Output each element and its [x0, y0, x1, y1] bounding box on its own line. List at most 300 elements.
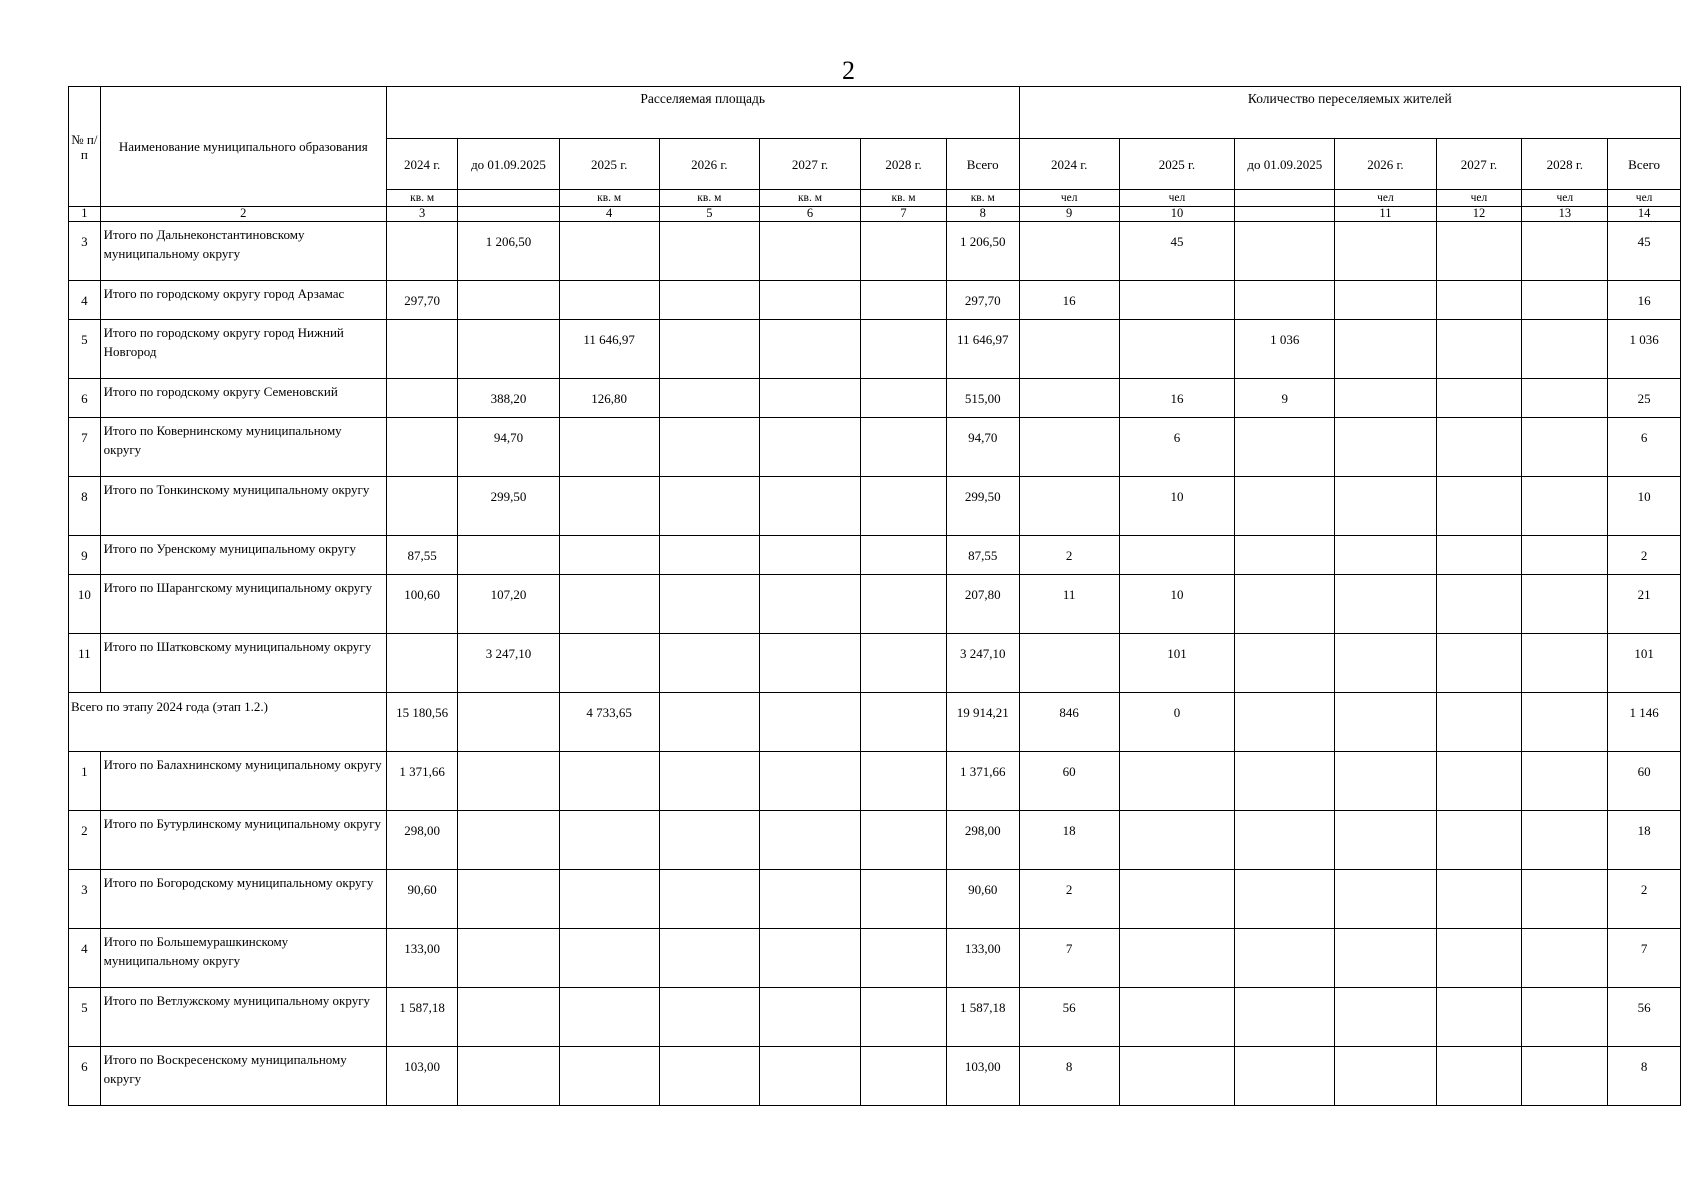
value-cell — [759, 988, 860, 1047]
area-year-header: 2024 г. — [386, 139, 458, 190]
value-cell: 2 — [1019, 870, 1119, 929]
row-number-cell: 4 — [69, 929, 101, 988]
total-value-cell: 19 914,21 — [946, 693, 1019, 752]
value-cell: 133,00 — [946, 929, 1019, 988]
value-cell — [1335, 634, 1436, 693]
value-cell: 87,55 — [386, 536, 458, 575]
value-cell — [386, 477, 458, 536]
value-cell — [1522, 536, 1608, 575]
value-cell — [1019, 477, 1119, 536]
row-number-cell: 2 — [69, 811, 101, 870]
value-cell — [1335, 929, 1436, 988]
area-year-header: 2028 г. — [861, 139, 947, 190]
value-cell — [861, 418, 947, 477]
value-cell: 10 — [1119, 575, 1234, 634]
value-cell: 3 247,10 — [458, 634, 559, 693]
value-cell — [659, 1047, 759, 1106]
value-cell: 101 — [1119, 634, 1234, 693]
row-number-cell: 11 — [69, 634, 101, 693]
residents-group-header: Количество переселяемых жителей — [1019, 87, 1680, 139]
value-cell — [559, 870, 659, 929]
value-cell: 299,50 — [458, 477, 559, 536]
value-cell: 11 646,97 — [559, 320, 659, 379]
value-cell: 1 371,66 — [386, 752, 458, 811]
value-cell — [1335, 379, 1436, 418]
area-year-header: Всего — [946, 139, 1019, 190]
table-row — [69, 752, 1681, 811]
value-cell — [1522, 575, 1608, 634]
value-cell — [458, 870, 559, 929]
total-value-cell — [458, 693, 559, 752]
value-cell — [1235, 811, 1335, 870]
value-cell — [559, 988, 659, 1047]
value-cell — [1436, 477, 1522, 536]
unit-cell: кв. м — [861, 190, 947, 207]
column-index-cell: 11 — [1335, 207, 1436, 222]
value-cell — [861, 575, 947, 634]
value-cell: 6 — [1608, 418, 1681, 477]
value-cell — [559, 418, 659, 477]
name-column-header: Наименование муниципального образования — [100, 87, 386, 207]
value-cell — [559, 575, 659, 634]
value-cell — [1235, 1047, 1335, 1106]
value-cell — [1019, 634, 1119, 693]
value-cell — [386, 320, 458, 379]
value-cell — [1436, 1047, 1522, 1106]
value-cell — [1235, 418, 1335, 477]
value-cell — [458, 811, 559, 870]
value-cell: 101 — [1608, 634, 1681, 693]
value-cell: 3 247,10 — [946, 634, 1019, 693]
value-cell: 90,60 — [946, 870, 1019, 929]
value-cell: 2 — [1608, 870, 1681, 929]
value-cell — [1436, 320, 1522, 379]
total-value-cell — [1335, 693, 1436, 752]
table-row — [69, 320, 1681, 379]
value-cell — [1235, 281, 1335, 320]
value-cell: 11 — [1019, 575, 1119, 634]
value-cell — [759, 811, 860, 870]
municipality-name-cell: Итого по городскому округу город Нижний Новгород — [100, 320, 386, 379]
value-cell — [1436, 536, 1522, 575]
value-cell — [861, 1047, 947, 1106]
value-cell — [1335, 222, 1436, 281]
table-row — [69, 477, 1681, 536]
row-number-cell: 8 — [69, 477, 101, 536]
value-cell: 515,00 — [946, 379, 1019, 418]
value-cell — [861, 320, 947, 379]
value-cell — [559, 222, 659, 281]
value-cell — [1235, 222, 1335, 281]
row-number-cell: 6 — [69, 1047, 101, 1106]
column-index-cell: 2 — [100, 207, 386, 222]
value-cell — [1235, 477, 1335, 536]
row-number-cell: 5 — [69, 320, 101, 379]
value-cell — [458, 281, 559, 320]
value-cell — [1235, 575, 1335, 634]
value-cell — [659, 870, 759, 929]
value-cell — [1119, 870, 1234, 929]
value-cell — [1235, 870, 1335, 929]
value-cell — [861, 477, 947, 536]
value-cell: 10 — [1608, 477, 1681, 536]
column-index-cell: 10 — [1119, 207, 1234, 222]
value-cell: 297,70 — [386, 281, 458, 320]
value-cell: 126,80 — [559, 379, 659, 418]
value-cell: 45 — [1608, 222, 1681, 281]
value-cell — [1335, 1047, 1436, 1106]
value-cell — [1235, 634, 1335, 693]
column-index-cell: 5 — [659, 207, 759, 222]
unit-cell — [458, 190, 559, 207]
total-value-cell — [861, 693, 947, 752]
value-cell — [861, 281, 947, 320]
value-cell: 25 — [1608, 379, 1681, 418]
value-cell — [458, 752, 559, 811]
value-cell — [458, 1047, 559, 1106]
total-value-cell — [759, 693, 860, 752]
table-row — [69, 418, 1681, 477]
total-row — [69, 693, 1681, 752]
value-cell — [559, 811, 659, 870]
unit-cell: кв. м — [559, 190, 659, 207]
area-year-header: 2026 г. — [659, 139, 759, 190]
value-cell — [1436, 634, 1522, 693]
column-index-cell — [1235, 207, 1335, 222]
area-year-header: до 01.09.2025 — [458, 139, 559, 190]
residents-year-header: до 01.09.2025 — [1235, 139, 1335, 190]
total-value-cell: 0 — [1119, 693, 1234, 752]
table-row — [69, 870, 1681, 929]
column-index-cell — [458, 207, 559, 222]
value-cell — [759, 536, 860, 575]
value-cell — [1436, 929, 1522, 988]
value-cell — [1436, 988, 1522, 1047]
value-cell: 16 — [1608, 281, 1681, 320]
value-cell — [1235, 988, 1335, 1047]
value-cell: 11 646,97 — [946, 320, 1019, 379]
value-cell: 1 036 — [1235, 320, 1335, 379]
value-cell — [861, 811, 947, 870]
value-cell: 298,00 — [946, 811, 1019, 870]
value-cell — [1522, 477, 1608, 536]
value-cell — [659, 222, 759, 281]
value-cell — [659, 752, 759, 811]
residents-year-header: 2028 г. — [1522, 139, 1608, 190]
value-cell — [559, 536, 659, 575]
header-group-row — [69, 87, 1681, 139]
value-cell — [1335, 281, 1436, 320]
unit-cell: кв. м — [659, 190, 759, 207]
value-cell — [1335, 575, 1436, 634]
residents-year-header: Всего — [1608, 139, 1681, 190]
value-cell — [458, 320, 559, 379]
value-cell — [1522, 811, 1608, 870]
table-row — [69, 811, 1681, 870]
municipality-name-cell: Итого по Дальнеконстантиновскому муниципальному округу — [100, 222, 386, 281]
unit-cell: чел — [1019, 190, 1119, 207]
value-cell — [1235, 929, 1335, 988]
total-value-cell: 846 — [1019, 693, 1119, 752]
row-number-cell: 3 — [69, 222, 101, 281]
column-index-cell: 13 — [1522, 207, 1608, 222]
value-cell: 9 — [1235, 379, 1335, 418]
value-cell — [1019, 222, 1119, 281]
value-cell: 18 — [1019, 811, 1119, 870]
column-index-cell: 6 — [759, 207, 860, 222]
residents-year-header: 2026 г. — [1335, 139, 1436, 190]
table-row — [69, 1047, 1681, 1106]
value-cell: 16 — [1019, 281, 1119, 320]
value-cell — [1436, 222, 1522, 281]
value-cell — [659, 988, 759, 1047]
value-cell — [1522, 222, 1608, 281]
num-column-header: № п/п — [69, 87, 101, 207]
municipality-name-cell: Итого по Бутурлинскому муниципальному округу — [100, 811, 386, 870]
municipality-name-cell: Итого по городскому округу город Арзамас — [100, 281, 386, 320]
value-cell: 8 — [1608, 1047, 1681, 1106]
municipality-name-cell: Итого по Богородскому муниципальному округу — [100, 870, 386, 929]
page-number: 2 — [842, 56, 855, 85]
value-cell: 90,60 — [386, 870, 458, 929]
value-cell: 56 — [1608, 988, 1681, 1047]
municipality-name-cell: Итого по Большемурашкинскому муниципальному округу — [100, 929, 386, 988]
value-cell — [1119, 1047, 1234, 1106]
value-cell — [1522, 418, 1608, 477]
unit-cell: кв. м — [759, 190, 860, 207]
value-cell — [659, 379, 759, 418]
column-index-cell: 4 — [559, 207, 659, 222]
value-cell: 1 206,50 — [458, 222, 559, 281]
value-cell — [386, 222, 458, 281]
value-cell — [1235, 752, 1335, 811]
municipality-name-cell: Итого по Уренскому муниципальному округу — [100, 536, 386, 575]
header-index-row — [69, 207, 1681, 222]
value-cell — [861, 536, 947, 575]
value-cell — [1119, 320, 1234, 379]
total-value-cell — [659, 693, 759, 752]
value-cell — [458, 988, 559, 1047]
total-value-cell — [1522, 693, 1608, 752]
value-cell: 7 — [1608, 929, 1681, 988]
value-cell — [659, 320, 759, 379]
residents-year-header: 2027 г. — [1436, 139, 1522, 190]
municipality-name-cell: Итого по Ветлужскому муниципальному округу — [100, 988, 386, 1047]
value-cell — [1019, 320, 1119, 379]
value-cell: 1 371,66 — [946, 752, 1019, 811]
municipality-name-cell: Итого по Ковернинскому муниципальному округу — [100, 418, 386, 477]
unit-cell: чел — [1522, 190, 1608, 207]
value-cell — [458, 929, 559, 988]
value-cell — [1436, 870, 1522, 929]
value-cell: 7 — [1019, 929, 1119, 988]
column-index-cell: 12 — [1436, 207, 1522, 222]
value-cell: 133,00 — [386, 929, 458, 988]
value-cell — [1335, 418, 1436, 477]
value-cell — [559, 929, 659, 988]
municipality-name-cell: Итого по Балахнинскому муниципальному округу — [100, 752, 386, 811]
value-cell — [759, 222, 860, 281]
value-cell — [659, 477, 759, 536]
value-cell — [1335, 477, 1436, 536]
value-cell — [659, 418, 759, 477]
value-cell: 100,60 — [386, 575, 458, 634]
total-value-cell — [1436, 693, 1522, 752]
value-cell — [1119, 811, 1234, 870]
value-cell: 107,20 — [458, 575, 559, 634]
value-cell: 18 — [1608, 811, 1681, 870]
row-number-cell: 9 — [69, 536, 101, 575]
value-cell — [1335, 811, 1436, 870]
row-number-cell: 5 — [69, 988, 101, 1047]
value-cell — [559, 634, 659, 693]
value-cell — [1335, 870, 1436, 929]
table-row — [69, 575, 1681, 634]
value-cell — [1019, 379, 1119, 418]
unit-cell: чел — [1119, 190, 1234, 207]
value-cell — [559, 477, 659, 536]
total-label: Всего по этапу 2024 года (этап 1.2.) — [69, 693, 387, 752]
value-cell — [861, 379, 947, 418]
unit-cell: кв. м — [946, 190, 1019, 207]
value-cell: 297,70 — [946, 281, 1019, 320]
value-cell — [759, 752, 860, 811]
value-cell — [861, 752, 947, 811]
column-index-cell: 8 — [946, 207, 1019, 222]
area-year-header: 2027 г. — [759, 139, 860, 190]
value-cell — [659, 281, 759, 320]
area-year-header: 2025 г. — [559, 139, 659, 190]
total-value-cell: 1 146 — [1608, 693, 1681, 752]
value-cell — [659, 536, 759, 575]
value-cell — [1335, 752, 1436, 811]
value-cell: 103,00 — [946, 1047, 1019, 1106]
area-group-header: Расселяемая площадь — [386, 87, 1019, 139]
value-cell — [861, 988, 947, 1047]
value-cell — [759, 281, 860, 320]
value-cell — [1436, 575, 1522, 634]
value-cell: 45 — [1119, 222, 1234, 281]
municipality-name-cell: Итого по Воскресенскому муниципальному округу — [100, 1047, 386, 1106]
value-cell — [1522, 752, 1608, 811]
column-index-cell: 14 — [1608, 207, 1681, 222]
total-value-cell: 15 180,56 — [386, 693, 458, 752]
value-cell — [759, 634, 860, 693]
table-row — [69, 929, 1681, 988]
value-cell — [1522, 929, 1608, 988]
value-cell — [1235, 536, 1335, 575]
value-cell: 207,80 — [946, 575, 1019, 634]
column-index-cell: 1 — [69, 207, 101, 222]
value-cell — [1522, 1047, 1608, 1106]
row-number-cell: 4 — [69, 281, 101, 320]
table-body — [69, 222, 1681, 1106]
value-cell — [1522, 320, 1608, 379]
value-cell — [559, 1047, 659, 1106]
value-cell — [1335, 988, 1436, 1047]
row-number-cell: 7 — [69, 418, 101, 477]
value-cell — [559, 281, 659, 320]
municipality-name-cell: Итого по Тонкинскому муниципальному округу — [100, 477, 386, 536]
value-cell — [1522, 634, 1608, 693]
value-cell — [1436, 281, 1522, 320]
municipality-name-cell: Итого по Шатковскому муниципальному округу — [100, 634, 386, 693]
value-cell: 10 — [1119, 477, 1234, 536]
unit-cell: чел — [1436, 190, 1522, 207]
value-cell — [759, 477, 860, 536]
value-cell — [1119, 536, 1234, 575]
value-cell: 60 — [1608, 752, 1681, 811]
value-cell — [861, 634, 947, 693]
value-cell: 87,55 — [946, 536, 1019, 575]
residents-year-header: 2025 г. — [1119, 139, 1234, 190]
value-cell — [1019, 418, 1119, 477]
value-cell — [1335, 320, 1436, 379]
value-cell: 56 — [1019, 988, 1119, 1047]
value-cell: 2 — [1608, 536, 1681, 575]
value-cell: 1 206,50 — [946, 222, 1019, 281]
value-cell — [759, 1047, 860, 1106]
column-index-cell: 9 — [1019, 207, 1119, 222]
value-cell — [659, 634, 759, 693]
column-index-cell: 7 — [861, 207, 947, 222]
value-cell — [458, 536, 559, 575]
value-cell: 94,70 — [946, 418, 1019, 477]
row-number-cell: 6 — [69, 379, 101, 418]
unit-cell — [1235, 190, 1335, 207]
unit-cell: чел — [1335, 190, 1436, 207]
value-cell: 1 587,18 — [946, 988, 1019, 1047]
value-cell — [1436, 379, 1522, 418]
value-cell — [759, 870, 860, 929]
value-cell — [1436, 752, 1522, 811]
value-cell — [1335, 536, 1436, 575]
resettlement-table — [68, 86, 1681, 1106]
value-cell — [1119, 281, 1234, 320]
value-cell — [759, 379, 860, 418]
value-cell — [759, 929, 860, 988]
value-cell: 1 587,18 — [386, 988, 458, 1047]
table-row — [69, 281, 1681, 320]
value-cell — [861, 870, 947, 929]
value-cell — [1119, 988, 1234, 1047]
value-cell — [659, 929, 759, 988]
value-cell — [1522, 281, 1608, 320]
value-cell — [1522, 988, 1608, 1047]
table-row — [69, 634, 1681, 693]
value-cell — [759, 320, 860, 379]
table-row — [69, 536, 1681, 575]
value-cell — [861, 929, 947, 988]
value-cell — [386, 634, 458, 693]
value-cell — [1119, 752, 1234, 811]
value-cell: 94,70 — [458, 418, 559, 477]
value-cell — [1522, 379, 1608, 418]
unit-cell: кв. м — [386, 190, 458, 207]
table-row — [69, 988, 1681, 1047]
value-cell: 8 — [1019, 1047, 1119, 1106]
municipality-name-cell: Итого по городскому округу Семеновский — [100, 379, 386, 418]
value-cell: 1 036 — [1608, 320, 1681, 379]
table-row — [69, 222, 1681, 281]
row-number-cell: 3 — [69, 870, 101, 929]
value-cell: 103,00 — [386, 1047, 458, 1106]
value-cell — [1522, 870, 1608, 929]
value-cell: 2 — [1019, 536, 1119, 575]
value-cell — [1119, 929, 1234, 988]
value-cell — [861, 222, 947, 281]
value-cell — [1436, 418, 1522, 477]
